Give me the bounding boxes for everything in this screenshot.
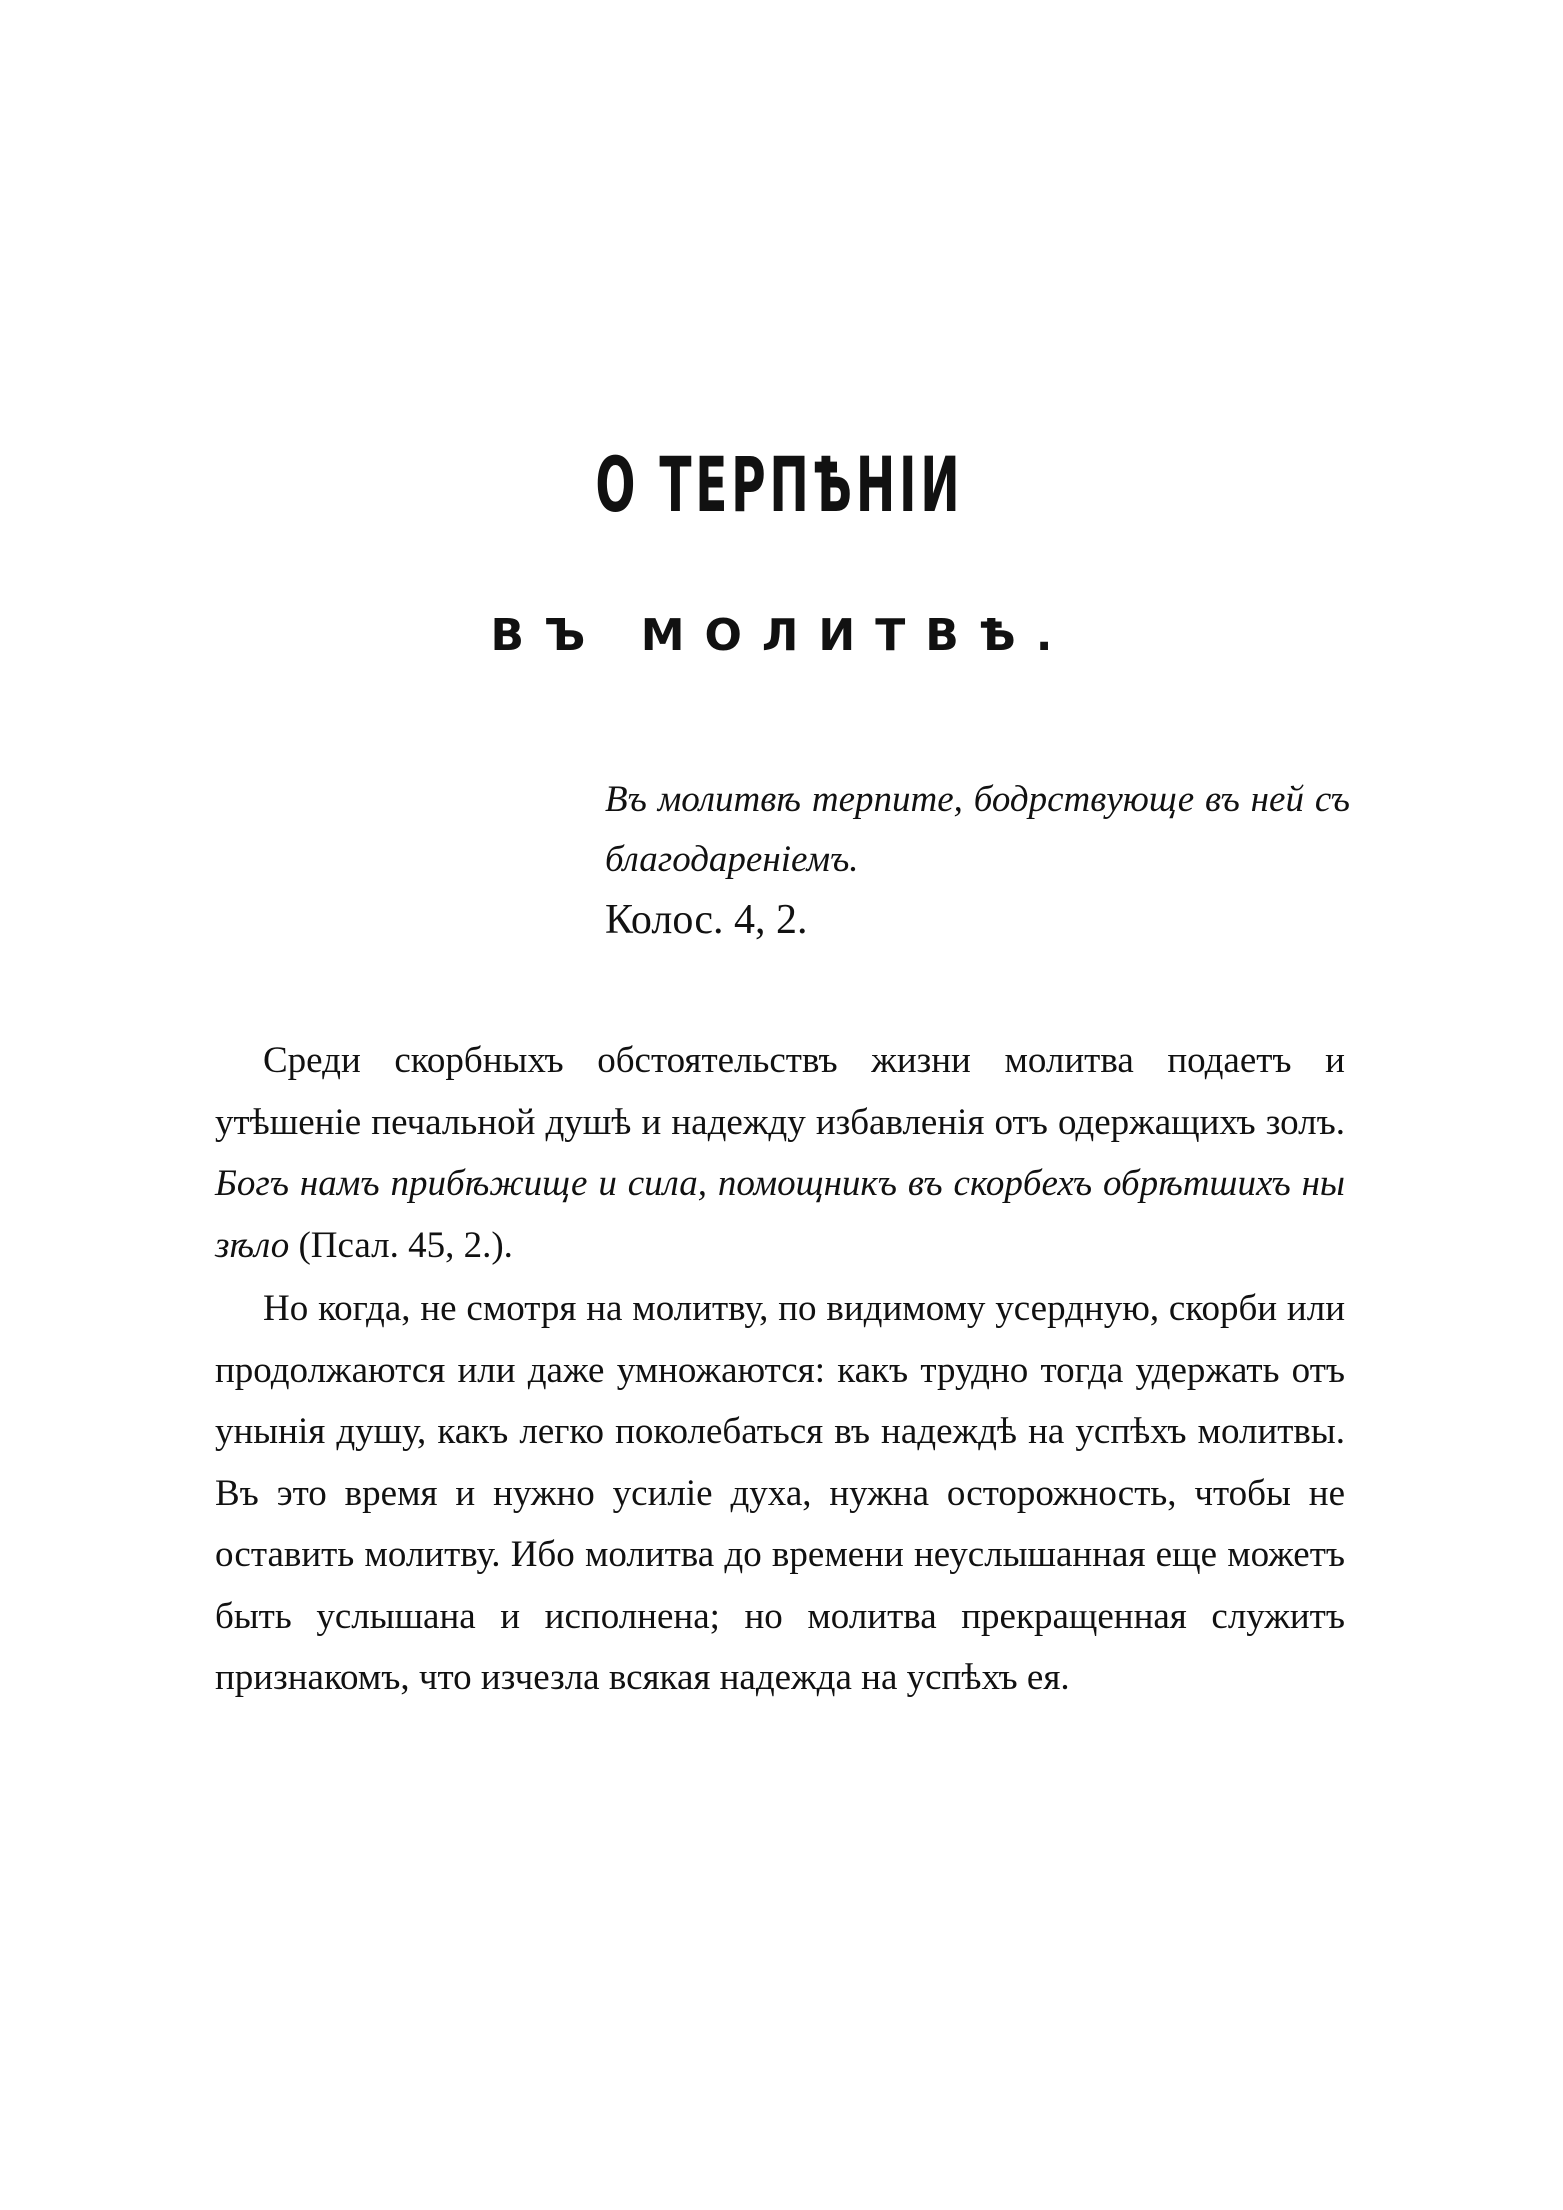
- epigraph: [605, 770, 1350, 950]
- chapter-title: О ТЕРПѢНІИ: [595, 440, 964, 529]
- paragraph-1: [215, 1030, 1345, 1276]
- paragraph-1-quote: Богъ намъ прибѣжище и сила, помощникъ въ скорбехъ обрѣтшихъ ны зѣло: [215, 1163, 1345, 1266]
- epigraph-reference: Колос. 4, 2.: [605, 897, 808, 943]
- paragraph-1-tail: (Псал. 45, 2.).: [289, 1224, 513, 1266]
- epigraph-text: Въ молитвѣ терпите, бодрствующе въ ней съ благодареніемъ.: [605, 779, 1350, 880]
- body-text: [215, 1030, 1345, 1711]
- chapter-subtitle: ВЪ МОЛИТВѢ.: [490, 610, 1073, 661]
- paragraph-2: Но когда, не смотря на молитву, по видимому усердную, скорби или продолжаются или даже умножаются: какъ трудно тогда удержать отъ унынія душу, какъ легко поколебаться въ надеждѣ на успѣхъ молитвы. Въ это время и нужно усиліе духа, нужна осторожность, чтобы не оставить молитву. Ибо молитва до времени неуслышанная еще можетъ быть услышана и исполнена; но молитва прекращенная служитъ признакомъ, что изчезла всякая надежда на успѣхъ ея.: [215, 1288, 1345, 1698]
- paragraph-1-lead: Среди скорбныхъ обстоятельствъ жизни молитва подаетъ и утѣшеніе печальной душѣ и надежду избавленія отъ одержащихъ золъ.: [215, 1040, 1345, 1143]
